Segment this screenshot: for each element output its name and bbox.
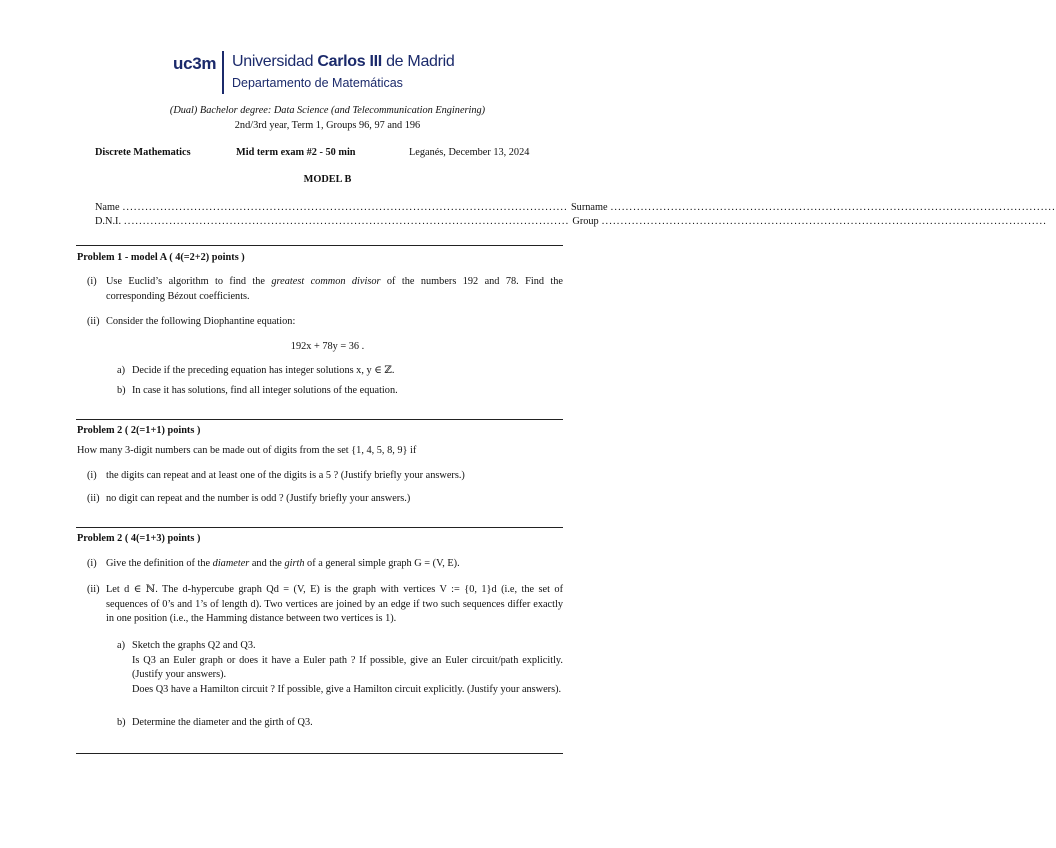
sub-text: Decide if the preceding equation has integer solutions x, y ∈ ℤ. (132, 365, 395, 376)
divider (76, 753, 563, 754)
item-text: Give the definition of the diameter and the girth of a general simple graph G = (V, E). (106, 558, 460, 569)
problem-2-item-ii (77, 492, 563, 508)
name-field[interactable]: ...................................................................................................................... (122, 202, 568, 213)
group-field[interactable]: ...................................................................................................................... (601, 216, 1048, 227)
place-date: Leganés, December 13, 2024 (409, 147, 530, 158)
surname-label: Surname (570, 202, 608, 213)
problem-3-sub-b (117, 716, 563, 732)
item-text: no digit can repeat and the number is odd ? (Justify briefly your answers.) (106, 493, 411, 504)
problem-1-title: Problem 1 - model A ( 4(=2+2) points ) (77, 252, 245, 263)
surname-field[interactable]: ...................................................................................................................... (610, 202, 1056, 213)
year-line: 2nd/3rd year, Term 1, Groups 96, 97 and 196 (234, 120, 421, 131)
problem-3-sub-a (117, 639, 563, 715)
degree-line: (Dual) Bachelor degree: Data Science (and Telecommunication Enginering) (169, 105, 486, 116)
item-number: (i) (87, 558, 97, 569)
dni-field[interactable]: ...................................................................................................................... (124, 216, 570, 227)
model-label: MODEL B (303, 174, 352, 185)
exam-title: Mid term exam #2 - 50 min (236, 147, 356, 158)
item-number: (ii) (87, 584, 100, 595)
problem-2-title: Problem 2 ( 2(=1+1) points ) (77, 425, 201, 436)
course-title: Discrete Mathematics (95, 147, 191, 158)
problem-1-item-i (77, 275, 563, 305)
item-text: Consider the following Diophantine equation: (106, 316, 296, 327)
dni-group-row (95, 215, 1048, 230)
divider (76, 527, 563, 528)
item-text: Use Euclid’s algorithm to find the greatest common divisor of the numbers 192 and 78. Find the corresponding Bézout coefficients. (106, 276, 563, 302)
problem-2-intro: How many 3-digit numbers can be made out of digits from the set {1, 4, 5, 8, 9} if (77, 445, 417, 456)
diophantine-equation: 192x + 78y = 36 . (290, 341, 365, 352)
problem-1-sub-a (117, 364, 563, 380)
logo-short: uc3m (173, 54, 217, 73)
logo-divider (222, 51, 224, 94)
university-name: Universidad Carlos III de Madrid (232, 53, 455, 70)
item-number: (ii) (87, 316, 100, 327)
problem-2-item-i (77, 469, 563, 485)
sub-text: Determine the diameter and the girth of Q3. (132, 717, 313, 728)
sub-number: a) (117, 640, 125, 651)
item-number: (i) (87, 276, 97, 287)
group-label: Group (572, 216, 599, 227)
item-number: (i) (87, 470, 97, 481)
sub-text: In case it has solutions, find all integer solutions of the equation. (132, 385, 398, 396)
item-text: Let d ∈ ℕ. The d-hypercube graph Qd = (V, E) is the graph with vertices V := {0, 1}d (i.e, the set of sequences of 0’s and 1’s of length d). Two vertices are joined by an edge if two such sequences differ exactly in one position (i.e., the Hamming distance between two vertices is 1). (106, 584, 563, 625)
problem-3-item-i (77, 557, 563, 573)
dni-label: D.N.I. (95, 216, 122, 227)
name-surname-row (95, 201, 1056, 216)
sub-number: a) (117, 365, 125, 376)
sub-number: b) (117, 717, 126, 728)
problem-1-item-ii (77, 315, 563, 331)
item-number: (ii) (87, 493, 100, 504)
name-label: Name (95, 202, 120, 213)
sub-text: Sketch the graphs Q2 and Q3. Is Q3 an Euler graph or does it have a Euler path ? If possible, give an Euler circuit/path explicitly. (Justify your answers). Does Q3 have a Hamilton circuit ? If possible, give a Hamilton circuit explicitly. (Justify your answers). (132, 640, 563, 695)
problem-1-sub-b (117, 384, 563, 400)
sub-number: b) (117, 385, 126, 396)
divider (76, 419, 563, 420)
divider (76, 245, 563, 246)
university-logo (0, 49, 655, 99)
problem-3-item-ii (77, 583, 563, 629)
item-text: the digits can repeat and at least one of the digits is a 5 ? (Justify briefly your answers.) (106, 470, 465, 481)
department-name: Departamento de Matemáticas (232, 76, 403, 90)
problem-3-title: Problem 2 ( 4(=1+3) points ) (77, 533, 201, 544)
exam-info-row (0, 146, 655, 162)
